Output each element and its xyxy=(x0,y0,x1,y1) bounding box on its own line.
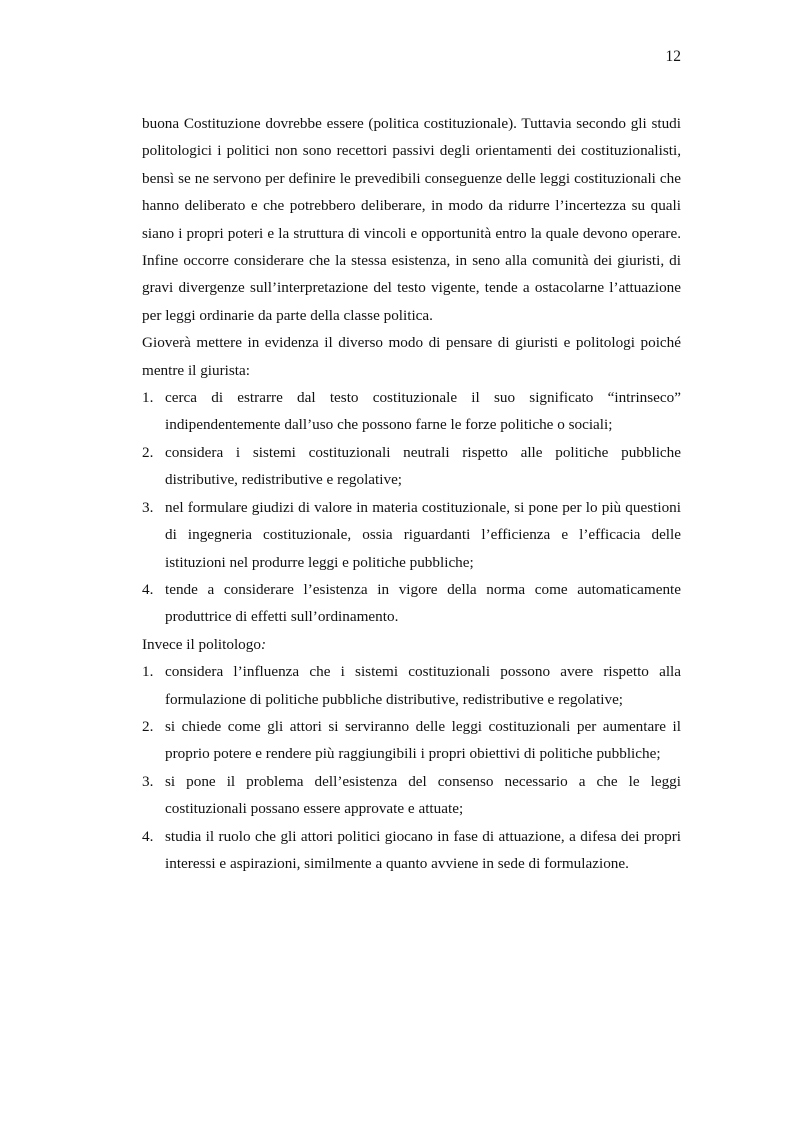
list-item-text: tende a considerare l’esistenza in vigore della norma come automaticamente produttrice di effetti sull’ordinamento. xyxy=(165,580,681,626)
list-item xyxy=(142,439,681,494)
list-item-text: considera l’influenza che i sistemi costituzionali possono avere rispetto alla formulazione di politiche pubbliche distributive, redistributive e regolative; xyxy=(165,663,681,708)
list-item-number: 4. xyxy=(142,580,154,598)
list-item-number: 3. xyxy=(142,498,154,516)
politologo-intro-text: Invece il politologo xyxy=(142,635,261,653)
giurista-intro-paragraph: Gioverà mettere in evidenza il diverso modo di pensare di giuristi e politologi poiché mentre il giurista: xyxy=(142,334,681,379)
list-item-text: considera i sistemi costituzionali neutrali rispetto alle politiche pubbliche distributive, redistributive e regolative; xyxy=(165,443,681,489)
list-item-text: si pone il problema dell’esistenza del consenso necessario a che le leggi costituzionali possano essere approvate e attuate; xyxy=(165,772,681,818)
list-item xyxy=(142,713,681,768)
list-item xyxy=(142,823,681,878)
list-item-number: 2. xyxy=(142,443,154,461)
list-item xyxy=(142,768,681,823)
list-item-number: 2. xyxy=(142,717,154,735)
politologo-intro-paragraph xyxy=(142,631,681,658)
list-item-number: 1. xyxy=(142,663,154,681)
list-item xyxy=(142,576,681,631)
list-item-text: nel formulare giudizi di valore in materia costituzionale, si pone per lo più questioni di ingegneria costituzionale, ossia riguardanti l’efficienza e l’efficacia delle istituzioni nel produrre leggi e politiche pubbliche; xyxy=(165,498,681,571)
list-item-text: si chiede come gli attori si serviranno delle leggi costituzionali per aumentare il proprio potere e rendere più raggiungibili i propri obiettivi di politiche pubbliche; xyxy=(165,717,681,763)
politologo-intro-colon: : xyxy=(260,635,267,653)
list-item-text: cerca di estrarre dal testo costituzionale il suo significato “intrinseco” indipendentemente dall’uso che possono farne le forze politiche o sociali; xyxy=(165,389,681,434)
list-item-number: 3. xyxy=(142,772,154,790)
list-item-text: studia il ruolo che gli attori politici giocano in fase di attuazione, a difesa dei propri interessi e aspirazioni, similmente a quanto avviene in sede di formulazione. xyxy=(165,827,681,872)
intro-paragraph: buona Costituzione dovrebbe essere (politica costituzionale). Tuttavia secondo gli studi politologici i politici non sono recettori passivi degli orientamenti dei costituzionalisti, bensì se ne servono per definire le prevedibili conseguenze delle leggi costituzionali che hanno deliberato e che potrebbero deliberare, in modo da ridurre l’incertezza su quali siano i propri poteri e la struttura di vincoli e opportunità entro la quale devono operare. Infine occorre considerare che la stessa esistenza, in seno alla comunità dei giuristi, di gravi divergenze sull’interpretazione del testo vigente, tende a ostacolarne l’attuazione per leggi ordinarie da parte della classe politica. xyxy=(142,115,681,324)
page-number: 12 xyxy=(665,48,681,65)
list-item xyxy=(142,494,681,576)
list-item-number: 4. xyxy=(142,827,154,845)
list-item xyxy=(142,658,681,713)
list-item-number: 1. xyxy=(142,389,154,407)
list-item xyxy=(142,384,681,439)
page-body xyxy=(142,110,681,877)
politologo-list xyxy=(142,658,681,877)
giurista-list xyxy=(142,384,681,631)
